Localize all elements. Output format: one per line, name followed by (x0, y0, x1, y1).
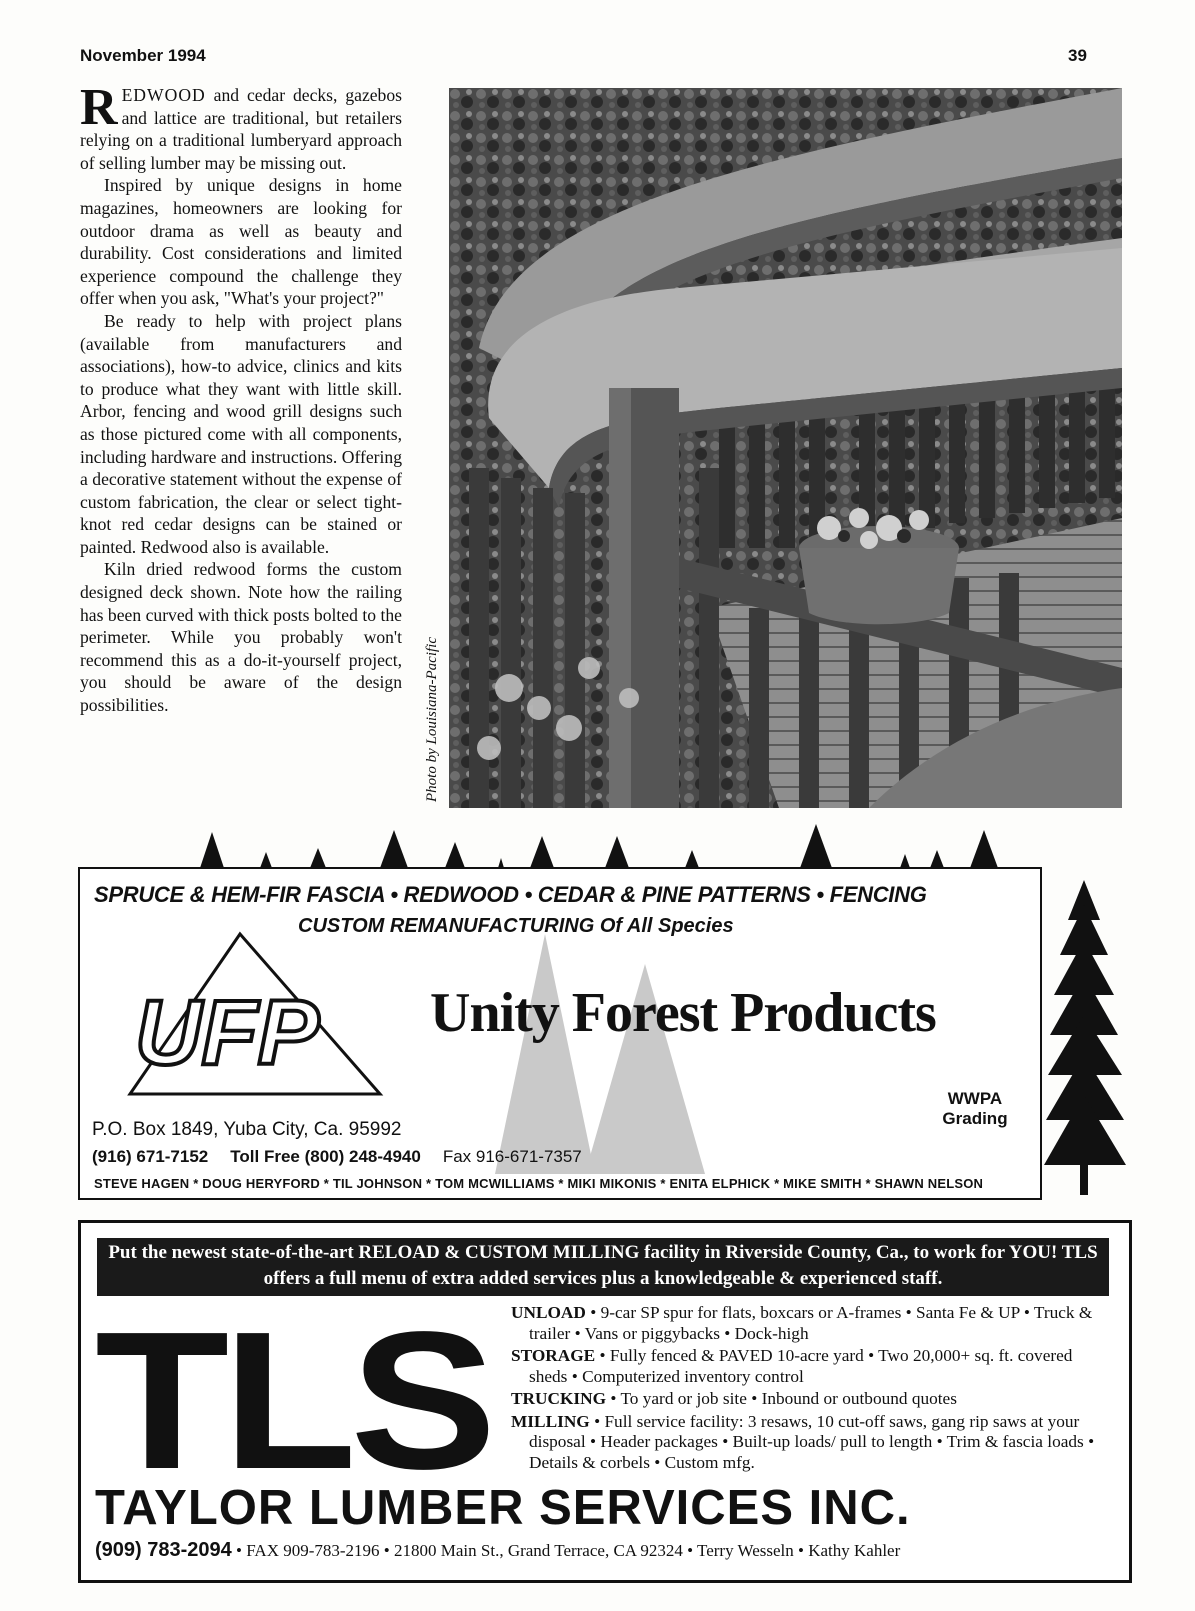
ufp-fax: Fax 916-671-7357 (442, 1147, 582, 1166)
service-text: • To yard or job site • Inbound or outbound quotes (606, 1389, 957, 1408)
ufp-phone-line (92, 1147, 582, 1167)
ufp-address: P.O. Box 1849, Yuba City, Ca. 95992 (92, 1119, 402, 1140)
ufp-logo-text: UFP (135, 982, 319, 1084)
service-text: • 9-car SP spur for flats, boxcars or A-frames • Santa Fe & UP • Truck & trailer • Vans or piggybacks • Dock-high (529, 1303, 1093, 1343)
unity-forest-products-ad (78, 867, 1042, 1200)
service-text: • Full service facility: 3 resaws, 10 cut-off saws, gang rip saws at your disposal • Header packages • Built-up loads/ pull to length • Trim & fascia loads • Details & corbels • Custom mfg. (529, 1411, 1095, 1472)
photo-credit (422, 610, 446, 810)
tls-logo-text: TLS (95, 1318, 490, 1478)
deck-photo (449, 88, 1122, 808)
article-paragraph-4: Kiln dried redwood forms the custom designed deck shown. Note how the railing has been curved with thick posts bolted to the perimeter. While you probably won't recommend this as a do-it-yourself project, you should be aware of the design possibilities. (80, 559, 402, 716)
photo-credit-text: Photo by Louisiana-Pacific (424, 637, 440, 802)
service-milling (511, 1412, 1111, 1474)
service-storage (511, 1346, 1111, 1387)
tls-phone: (909) 783-2094 (95, 1539, 232, 1561)
service-unload (511, 1303, 1111, 1344)
ufp-logo (120, 924, 390, 1104)
paragraph-text: and cedar decks, gazebos and lattice are traditional, but retailers relying on a traditional lumberyard approach of selling lumber may be missing out. (80, 85, 402, 173)
tls-contact-details: • FAX 909-783-2196 • 21800 Main St., Grand Terrace, CA 92324 • Terry Wesseln • Kathy Kahler (231, 1541, 901, 1560)
service-name: UNLOAD (511, 1303, 586, 1322)
tls-logo (95, 1318, 495, 1478)
ufp-staff-list: STEVE HAGEN * DOUG HERYFORD * TIL JOHNSON * TOM MCWILLIAMS * MIKI MIKONIS * ENITA ELPHICK * MIKE SMITH * SHAWN NELSON (94, 1176, 984, 1191)
tls-company-name: TAYLOR LUMBER SERVICES INC. (95, 1481, 911, 1535)
service-name: TRUCKING (511, 1389, 607, 1408)
tls-banner: Put the newest state-of-the-art RELOAD & CUSTOM MILLING facility in Riverside County, Ca., to work for YOU! TLS offers a full menu of extra added services plus a knowledgeable & experienced staff. (97, 1238, 1109, 1296)
pine-tree-icon (1040, 880, 1130, 1200)
page-number: 39 (1068, 46, 1087, 65)
tree-silhouette-row (180, 822, 1020, 870)
ufp-headline-products: SPRUCE & HEM-FIR FASCIA • REDWOOD • CEDAR & PINE PATTERNS • FENCING (94, 882, 927, 907)
curved-deck-railing-image (449, 88, 1122, 808)
lead-caps: EDWOOD (121, 85, 206, 105)
article-paragraph-2: Inspired by unique designs in home magazines, homeowners are looking for outdoor drama as well as beauty and durability. Cost considerations and limited experience compound the challenge they offer when you ask, "What's your project?" (80, 175, 402, 309)
ufp-headline-remanufacturing: CUSTOM REMANUFACTURING Of All Species (298, 915, 734, 937)
wwpa-grading: WWPA Grading (942, 1089, 1008, 1128)
service-name: STORAGE (511, 1346, 596, 1365)
ufp-toll-free: Toll Free (800) 248-4940 (230, 1147, 421, 1166)
tls-contact-line (95, 1539, 900, 1562)
service-name: MILLING (511, 1411, 590, 1431)
drop-cap: R (80, 79, 118, 136)
service-trucking (511, 1389, 1111, 1410)
ufp-phone: (916) 671-7152 (92, 1147, 209, 1166)
ufp-company-name: Unity Forest Products (430, 982, 936, 1044)
tls-services-list (511, 1303, 1111, 1475)
taylor-lumber-services-ad (78, 1220, 1132, 1583)
article-body (80, 79, 402, 717)
issue-date: November 1994 (80, 46, 206, 65)
service-text: • Fully fenced & PAVED 10-acre yard • Two 20,000+ sq. ft. covered sheds • Computerized inventory control (529, 1346, 1073, 1386)
faded-trees-background (475, 924, 735, 1184)
article-paragraph-1 (80, 79, 402, 174)
article-paragraph-3: Be ready to help with project plans (available from manufacturers and associations), how-to advice, clinics and kits to produce what they want with little skill. Arbor, fencing and wood grill designs such as those pictured come with all components, including hardware and instructions. Offering a decorative statement without the expense of custom fabrication, the clear or select tight-knot red cedar designs can be stained or painted. Redwood also is available. (80, 310, 402, 557)
